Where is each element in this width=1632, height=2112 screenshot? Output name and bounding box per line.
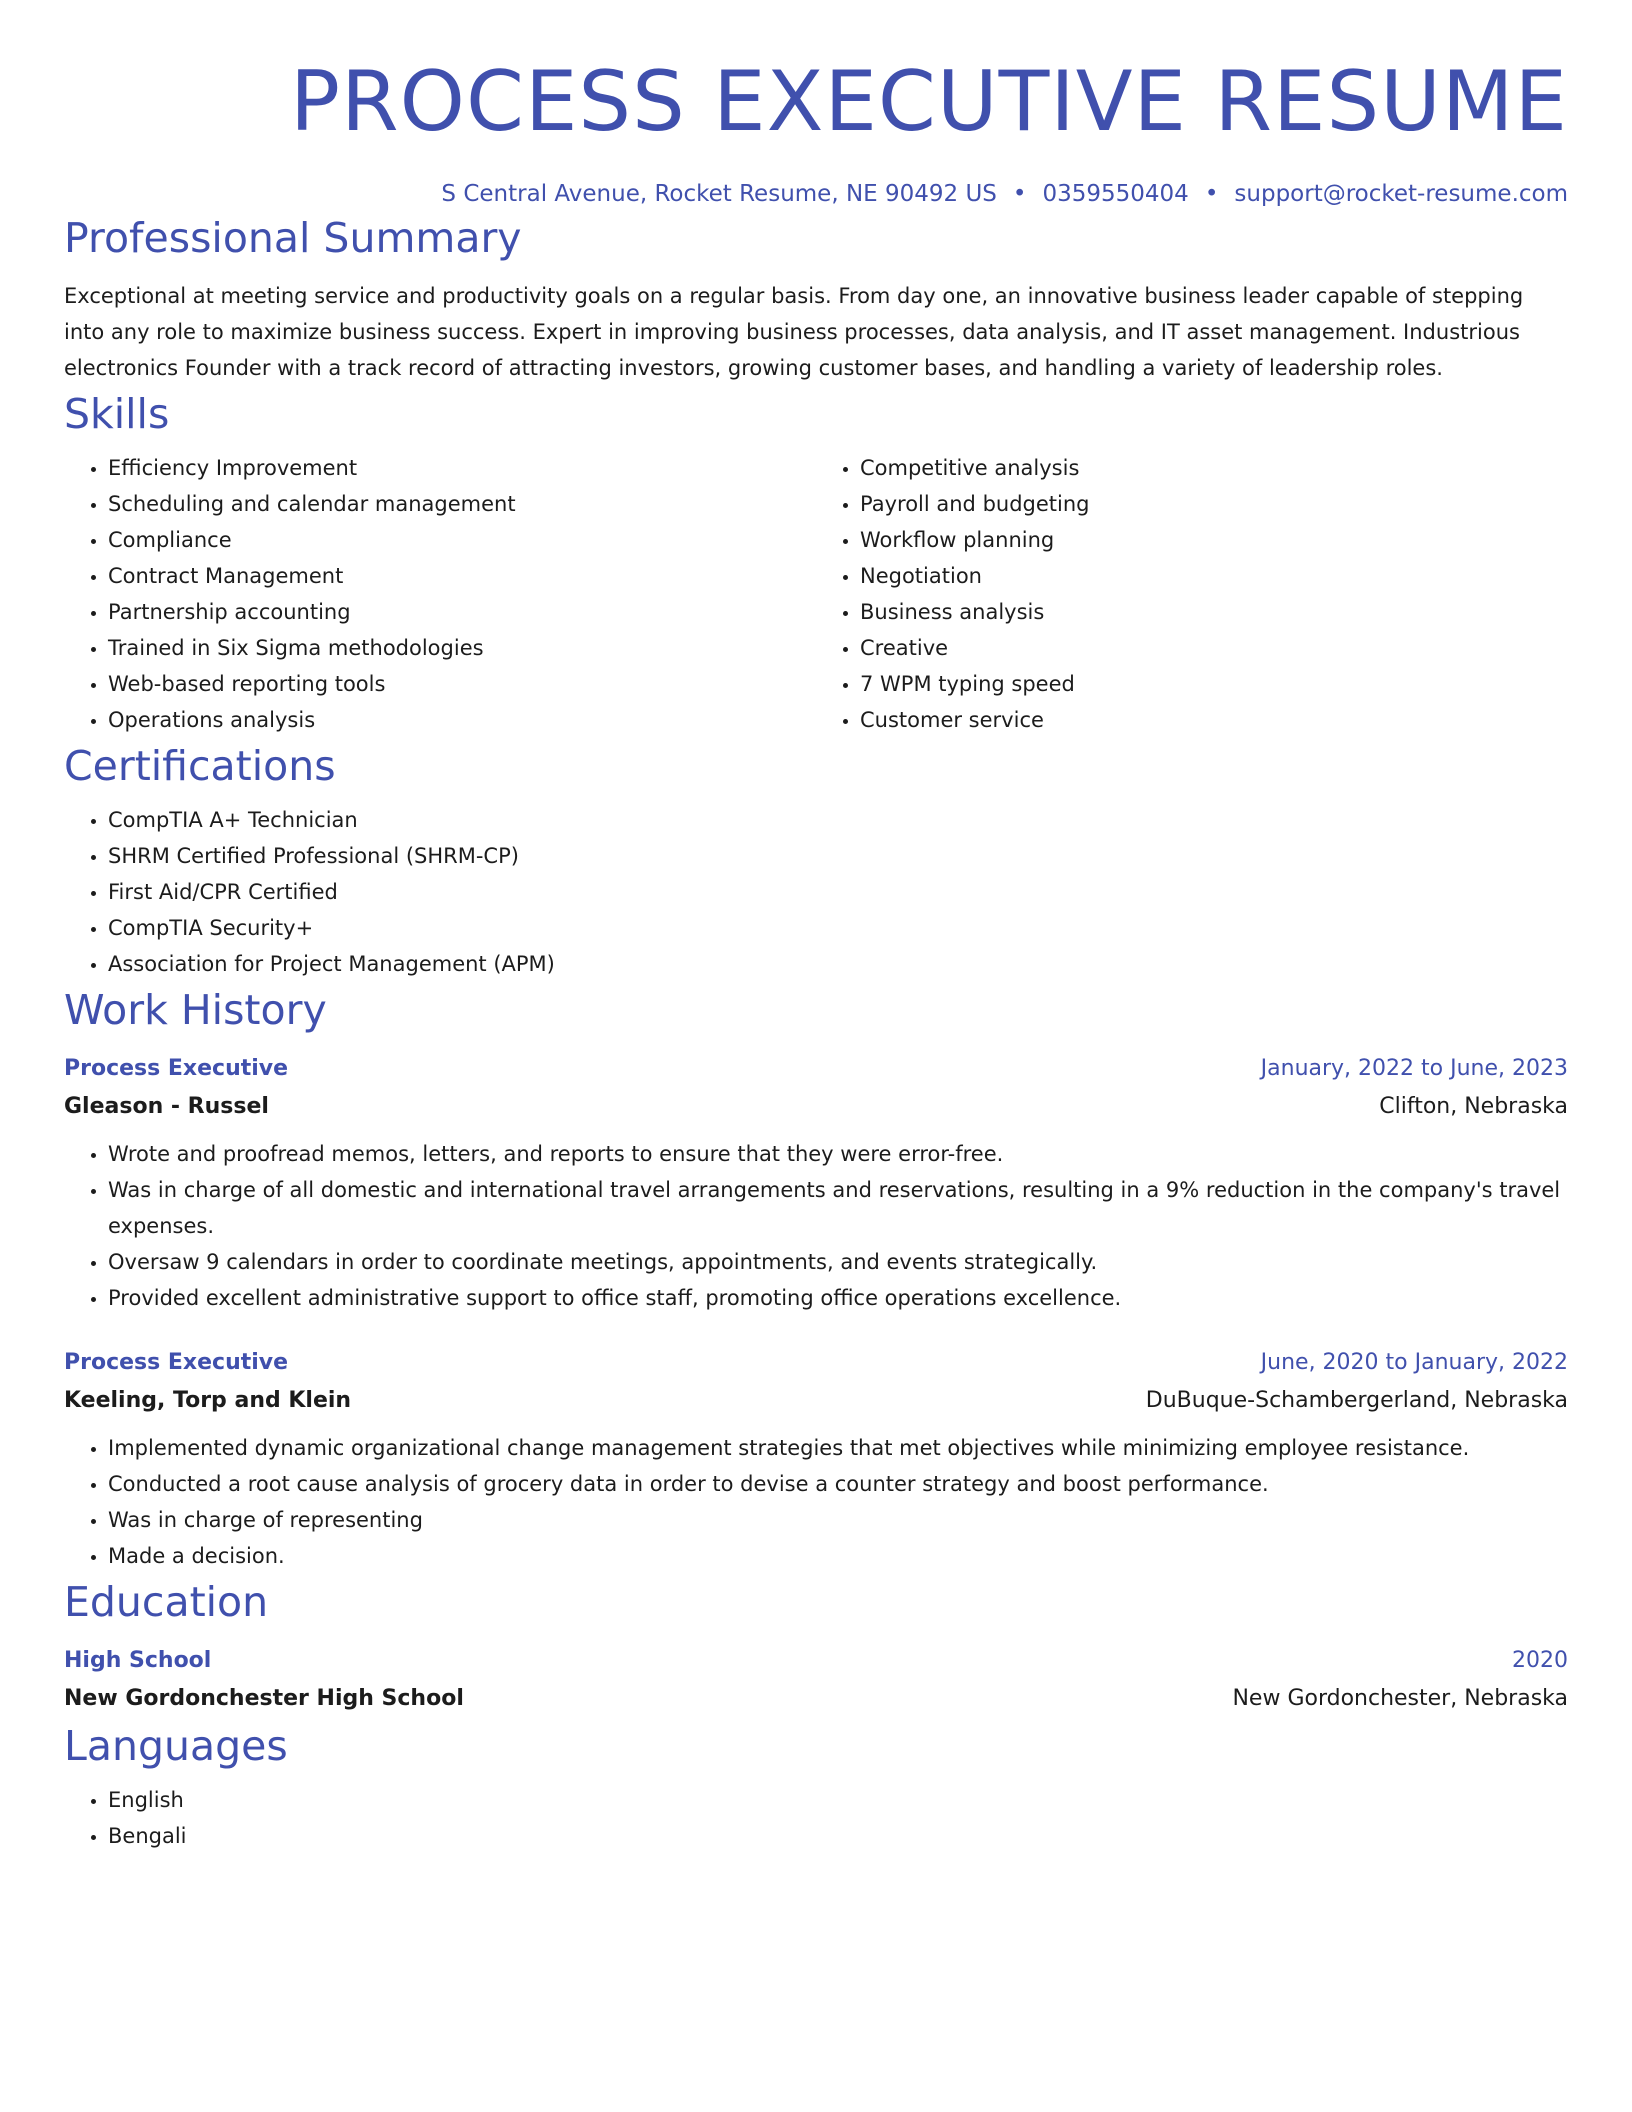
contact-email[interactable]: support@rocket-resume.com bbox=[1234, 181, 1568, 207]
skill-item: • Contract Management bbox=[108, 558, 816, 594]
contact-line bbox=[64, 178, 1568, 210]
contact-separator: • bbox=[1012, 181, 1027, 207]
job-dates: June, 2020 to January, 2022 bbox=[1260, 1350, 1568, 1375]
job-bullet: • Was in charge of all domestic and international travel arrangements and reservations, resulting in a 9% reduction in the company's travel expenses. bbox=[108, 1172, 1568, 1244]
contact-address: S Central Avenue, Rocket Resume, NE 90492 US bbox=[441, 181, 997, 207]
job-bullets bbox=[64, 1136, 1568, 1316]
education-location: New Gordonchester, Nebraska bbox=[1232, 1686, 1568, 1711]
skill-item: • Creative bbox=[860, 630, 1568, 666]
skill-item: • Compliance bbox=[108, 522, 816, 558]
job-bullet: • Wrote and proofread memos, letters, and reports to ensure that they were error-free. bbox=[108, 1136, 1568, 1172]
languages-heading: Languages bbox=[64, 1722, 288, 1770]
job-bullet: • Provided excellent administrative support to office staff, promoting office operations excellence. bbox=[108, 1280, 1568, 1316]
skill-item: • Scheduling and calendar management bbox=[108, 486, 816, 522]
contact-separator: • bbox=[1204, 181, 1219, 207]
certification-item: • SHRM Certified Professional (SHRM-CP) bbox=[108, 838, 1568, 874]
job-bullet: • Oversaw 9 calendars in order to coordinate meetings, appointments, and events strategically. bbox=[108, 1244, 1568, 1280]
certifications-list bbox=[64, 802, 1568, 982]
certification-item: • Association for Project Management (APM) bbox=[108, 946, 1568, 982]
education-degree-row bbox=[64, 1642, 1568, 1680]
job-title-row bbox=[64, 1050, 1568, 1088]
skills-list-left bbox=[64, 450, 816, 738]
job-title: Process Executive bbox=[64, 1350, 289, 1375]
education-degree: High School bbox=[64, 1648, 212, 1673]
skill-item: • Customer service bbox=[860, 702, 1568, 738]
job-company-row bbox=[64, 1088, 1568, 1126]
certifications-heading: Certifications bbox=[64, 742, 336, 790]
education-school: New Gordonchester High School bbox=[64, 1686, 464, 1711]
skill-item: • Payroll and budgeting bbox=[860, 486, 1568, 522]
skill-item: • Efficiency Improvement bbox=[108, 450, 816, 486]
language-item: • English bbox=[108, 1782, 1568, 1818]
skill-item: • Web-based reporting tools bbox=[108, 666, 816, 702]
resume-page bbox=[64, 52, 1568, 1854]
resume-title: PROCESS EXECUTIVE RESUME bbox=[289, 53, 1568, 150]
education-heading: Education bbox=[64, 1578, 269, 1626]
job-title: Process Executive bbox=[64, 1056, 289, 1081]
work-history-heading: Work History bbox=[64, 986, 327, 1034]
skill-item: • Operations analysis bbox=[108, 702, 816, 738]
certification-item: • CompTIA Security+ bbox=[108, 910, 1568, 946]
certification-item: • First Aid/CPR Certified bbox=[108, 874, 1568, 910]
job-entry bbox=[64, 1050, 1568, 1316]
job-bullets bbox=[64, 1430, 1568, 1574]
skill-item: • Trained in Six Sigma methodologies bbox=[108, 630, 816, 666]
contact-phone: 0359550404 bbox=[1042, 181, 1189, 207]
job-company: Gleason - Russel bbox=[64, 1094, 269, 1119]
skill-item: • Workflow planning bbox=[860, 522, 1568, 558]
skill-item: • 7 WPM typing speed bbox=[860, 666, 1568, 702]
job-title-row bbox=[64, 1344, 1568, 1382]
skill-item: • Partnership accounting bbox=[108, 594, 816, 630]
languages-list bbox=[64, 1782, 1568, 1854]
job-bullet: • Was in charge of representing bbox=[108, 1502, 1568, 1538]
job-entry bbox=[64, 1344, 1568, 1574]
skill-item: • Competitive analysis bbox=[860, 450, 1568, 486]
summary-text: Exceptional at meeting service and productivity goals on a regular basis. From day one, an innovative business leader capable of stepping into any role to maximize business success. Expert in improving business processes, data analysis, and IT asset management. Industrious electronics Founder with a track record of attracting investors, growing customer bases, and handling a variety of leadership roles. bbox=[64, 284, 1524, 380]
skill-item: • Business analysis bbox=[860, 594, 1568, 630]
job-dates: January, 2022 to June, 2023 bbox=[1260, 1056, 1568, 1081]
job-location: DuBuque-Schambergerland, Nebraska bbox=[1145, 1388, 1568, 1413]
job-location: Clifton, Nebraska bbox=[1379, 1094, 1568, 1119]
skill-item: • Negotiation bbox=[860, 558, 1568, 594]
job-company: Keeling, Torp and Klein bbox=[64, 1388, 352, 1413]
certification-item: • CompTIA A+ Technician bbox=[108, 802, 1568, 838]
skills-list-right bbox=[816, 450, 1568, 738]
job-bullet: • Conducted a root cause analysis of grocery data in order to devise a counter strategy and boost performance. bbox=[108, 1466, 1568, 1502]
language-item: • Bengali bbox=[108, 1818, 1568, 1854]
education-entry bbox=[64, 1642, 1568, 1718]
summary-heading: Professional Summary bbox=[64, 214, 522, 262]
job-bullet: • Implemented dynamic organizational change management strategies that met objectives while minimizing employee resistance. bbox=[108, 1430, 1568, 1466]
job-company-row bbox=[64, 1382, 1568, 1420]
skills-heading: Skills bbox=[64, 390, 170, 438]
skills-columns bbox=[64, 450, 1568, 738]
education-school-row bbox=[64, 1680, 1568, 1718]
job-bullet: • Made a decision. bbox=[108, 1538, 1568, 1574]
education-year: 2020 bbox=[1512, 1648, 1568, 1673]
